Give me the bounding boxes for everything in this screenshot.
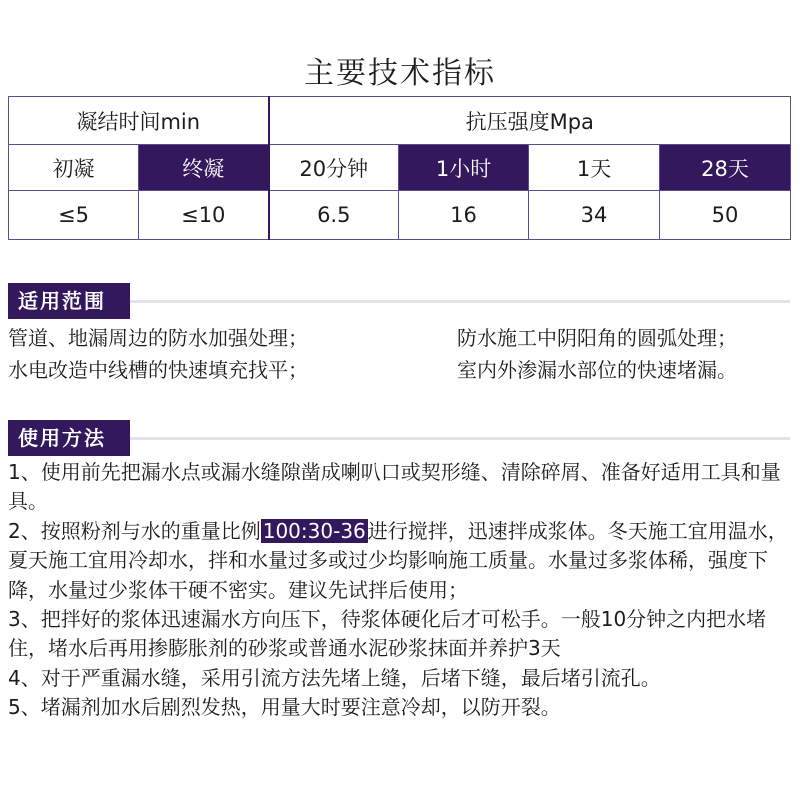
method-steps bbox=[8, 458, 792, 723]
20min-header: 20分钟 bbox=[269, 145, 399, 191]
method-step-2-intro: 2、按照粉剂与水的重量比例 bbox=[8, 518, 261, 543]
20min-value: 6.5 bbox=[269, 191, 399, 240]
method-step-2-rest: 进行搅拌，迅速拌成浆体。冬天施工宜用温水，夏天施工宜用冷却水，拌和水量过多或过少均影响施工质量。水量过多浆体稀，强度下降，水量过少浆体干硬不密实。建议先试拌后使用； bbox=[8, 518, 788, 602]
1hour-value: 16 bbox=[399, 191, 529, 240]
usage-item: 室内外渗漏水部位的快速堵漏。 bbox=[457, 358, 737, 382]
method-step-1: 1、使用前先把漏水点或漏水缝隙凿成喇叭口或契形缝、清除碎屑、准备好适用工具和量具。 bbox=[8, 460, 781, 514]
method-section-label: 使用方法 bbox=[8, 420, 130, 456]
1day-value: 34 bbox=[529, 191, 660, 240]
mix-ratio-highlight: 100:30-36 bbox=[262, 518, 366, 543]
1hour-header: 1小时 bbox=[399, 145, 529, 191]
setting-time-header: 凝结时间min bbox=[9, 97, 269, 145]
usage-item: 防水施工中阴阳角的圆弧处理； bbox=[457, 326, 737, 350]
value-row bbox=[9, 191, 791, 240]
28day-header: 28天 bbox=[660, 145, 791, 191]
usage-item: 管道、地漏周边的防水加强处理； bbox=[8, 326, 308, 350]
final-set-header: 终凝 bbox=[139, 145, 269, 191]
sub-header-row bbox=[9, 145, 791, 191]
method-step-5: 5、堵漏剂加水后剧烈发热，用量大时要注意冷却，以防开裂。 bbox=[8, 695, 561, 720]
method-step-3: 3、把拌好的浆体迅速漏水方向压下，待浆体硬化后才可松手。一般10分钟之内把水堵住，堵水后再用掺膨胀剂的砂浆或普通水泥砂浆抹面并养护3天 bbox=[8, 607, 767, 661]
page-title: 主要技术指标 bbox=[304, 56, 496, 91]
usage-section-label: 适用范围 bbox=[8, 283, 130, 319]
initial-set-value: ≤5 bbox=[9, 191, 139, 240]
usage-item: 水电改造中线槽的快速填充找平； bbox=[8, 358, 308, 382]
method-divider bbox=[130, 437, 790, 440]
method-step-4: 4、对于严重漏水缝，采用引流方法先堵上缝，后堵下缝，最后堵引流孔。 bbox=[8, 665, 661, 690]
final-set-value: ≤10 bbox=[139, 191, 269, 240]
method-step-2 bbox=[8, 517, 792, 605]
1day-header: 1天 bbox=[529, 145, 660, 191]
group-header-row bbox=[9, 97, 791, 145]
compressive-strength-header: 抗压强度Mpa bbox=[269, 97, 791, 145]
usage-divider bbox=[130, 300, 790, 303]
initial-set-header: 初凝 bbox=[9, 145, 139, 191]
spec-table bbox=[8, 96, 791, 240]
28day-value: 50 bbox=[660, 191, 791, 240]
